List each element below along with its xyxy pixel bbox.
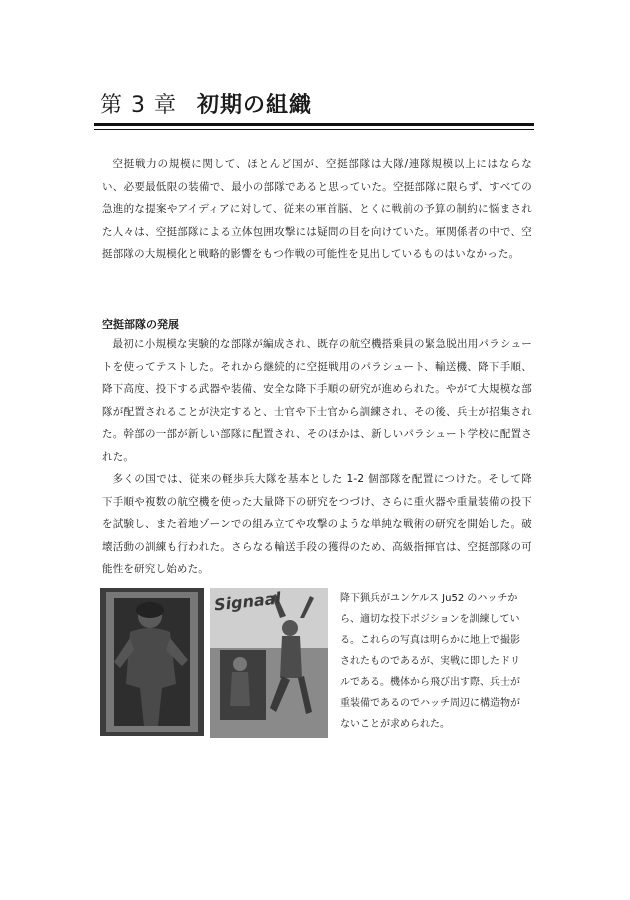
signaal-text: Signaal xyxy=(213,588,282,615)
section-paragraph-2: 多くの国では、従来の軽歩兵大隊を基本とした 1-2 個部隊を配置につけた。そして降下手順や複数の航空機を使った大量降下の研究をつづけ、さらに重火器や重量装備の投下を試験し、また着地ゾーンでの組み立てや攻撃のような単純な戦術の研究を開始した。破壊活動の訓練も行われた。さらなる輸送手段の獲得のため、高級指揮官は、空挺部隊の可能性を研究し始めた。 xyxy=(102,473,532,575)
title-rule-thick xyxy=(94,123,534,126)
paratrooper-figure-left xyxy=(100,588,204,736)
intro-paragraph-block xyxy=(102,153,532,266)
section-heading: 空挺部隊の発展 xyxy=(102,318,179,331)
title-rule-thin xyxy=(94,129,534,130)
paratrooper-jump-photo xyxy=(210,588,328,738)
chapter-title xyxy=(100,88,312,119)
photo-caption: 降下猟兵がユンケルス Ju52 のハッチから、適切な投下ポジションを訓練している。これらの写真は明らかに地上で撮影されたものであるが、実戦に即したドリルである。機体から飛び出す際、兵士が重装備であるのでハッチ周辺に構造物がないことが求められた。 xyxy=(340,593,520,730)
chapter-number: 第 3 章 xyxy=(100,93,177,118)
section-paragraph-1: 最初に小規模な実験的な部隊が編成され、既存の航空機搭乗員の緊急脱出用パラシュートを使ってテストした。それから継続的に空挺戦用のパラシュート、輸送機、降下手順、降下高度、投下する武器や装備、安全な降下手順の研究が進められた。やがて大規模な部隊が配置されることが決定すると、士官や下士官から訓練され、その後、兵士が招集された。幹部の一部が新しい部隊に配置され、そのほかは、新しいパラシュート学校に配置された。 xyxy=(102,338,532,463)
section-body xyxy=(102,333,532,581)
chapter-name: 初期の組織 xyxy=(196,93,312,118)
paratrooper-doorway-photo xyxy=(100,588,204,736)
intro-paragraph: 空挺戦力の規模に関して、ほとんど国が、空挺部隊は大隊/連隊規模以上にはならない、必要最低限の装備で、最小の部隊であると思っていた。空挺部隊に限らず、すべての急進的な提案やアイディアに対して、従来の軍首脳、とくに戦前の予算の制約に悩まされた人々は、空挺部隊による立体包囲攻撃には疑問の目を向けていた。軍関係者の中で、空挺部隊の大規模化と戦略的影響をもつ作戦の可能性を見出しているものはいなかった。 xyxy=(102,158,532,260)
